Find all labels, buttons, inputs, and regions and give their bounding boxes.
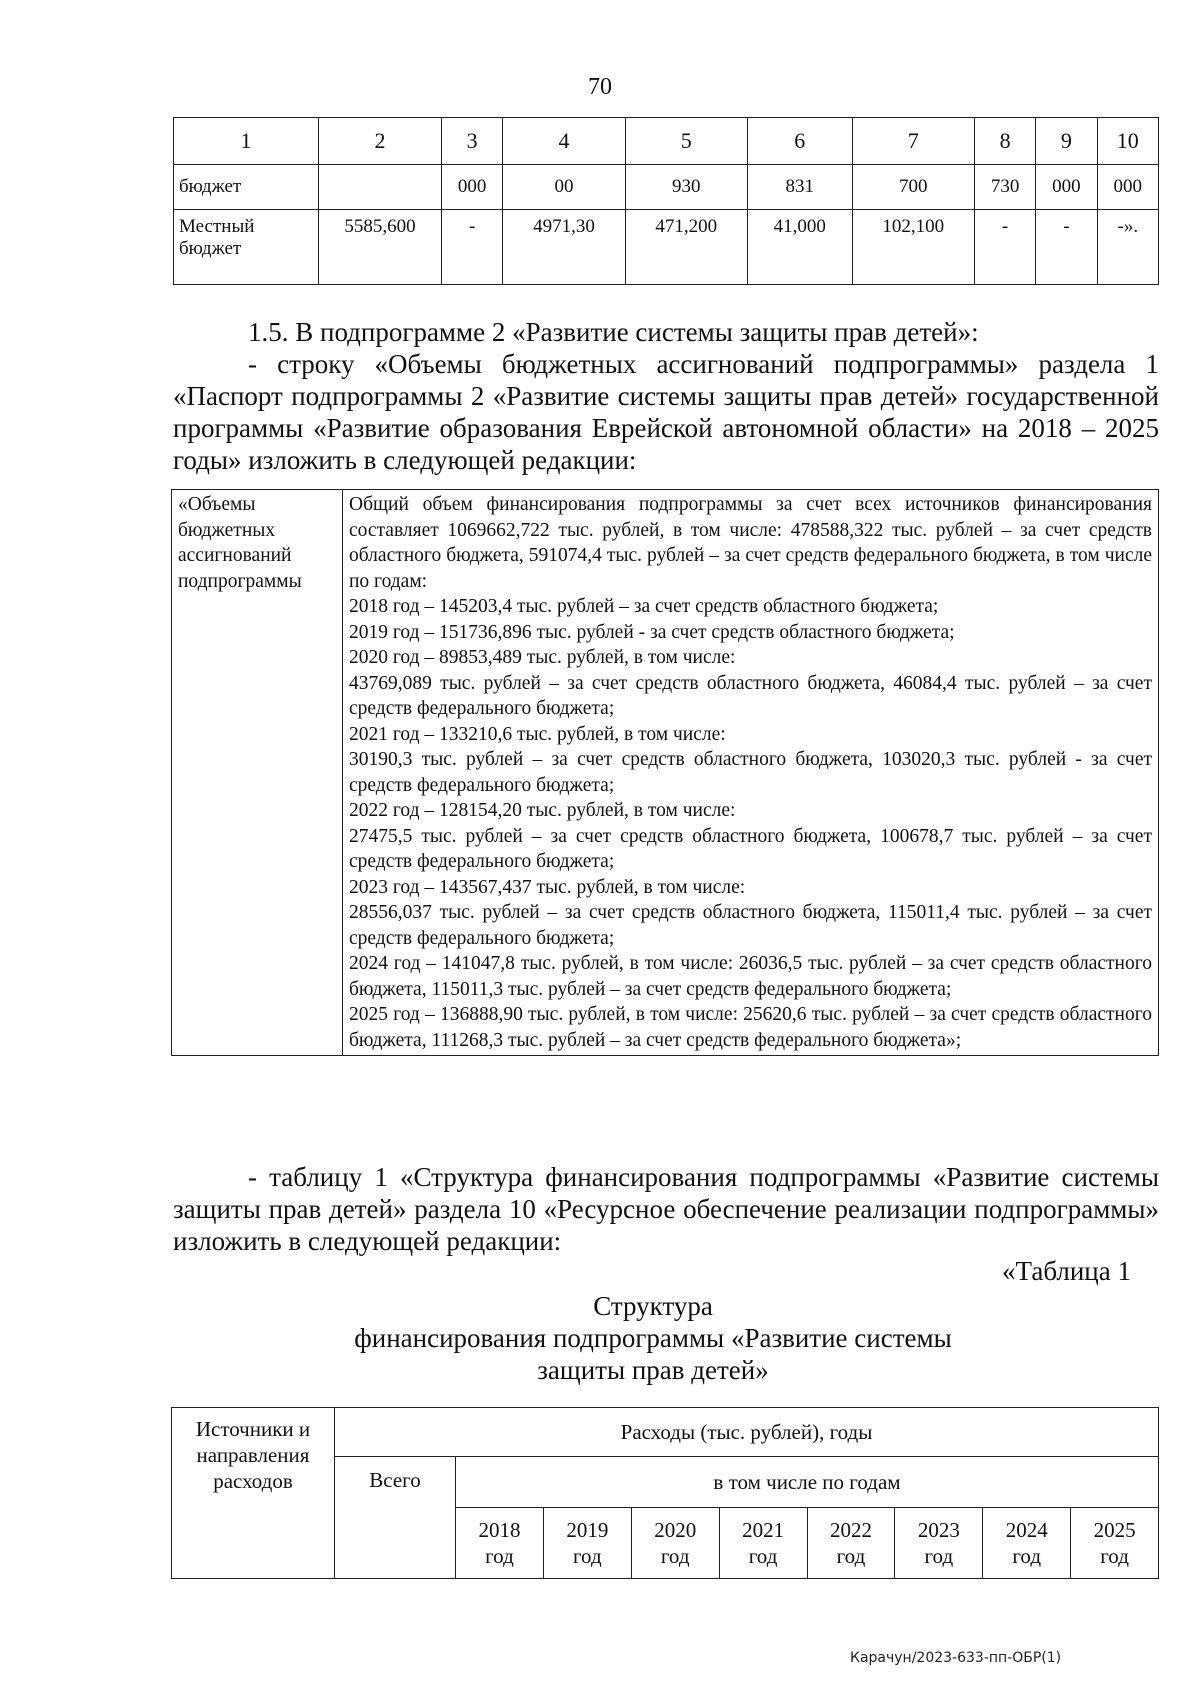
table-cell: 00 — [503, 165, 625, 210]
section-heading: 1.5. В подпрограмме 2 «Развитие системы защиты прав детей»: — [248, 317, 979, 347]
passport-line: 2020 год – 89853,489 тыс. рублей, в том числе: — [349, 647, 736, 668]
year-header — [895, 1508, 983, 1579]
year-value: 2018 — [478, 1518, 521, 1542]
table-row — [174, 210, 1159, 285]
year-value: 2024 — [1005, 1518, 1048, 1542]
sources-header: Источники и направления расходов — [172, 1408, 335, 1579]
table-cell: 4971,30 — [503, 210, 625, 285]
year-header — [543, 1508, 631, 1579]
table-cell: - — [1036, 210, 1097, 285]
table-cell: 102,100 — [852, 210, 974, 285]
table-cell: 000 — [1097, 165, 1158, 210]
header-cell: 10 — [1097, 118, 1158, 165]
expenses-header: Расходы (тыс. рублей), годы — [335, 1408, 1159, 1457]
passport-line: 2022 год – 128154,20 тыс. рублей, в том числе: — [349, 800, 736, 821]
table-row — [172, 490, 1159, 1056]
passport-line: 43769,089 тыс. рублей – за счет средств областного бюджета, 46084,4 тыс. рублей – за счет средств федерального бюджета; — [349, 672, 1152, 719]
passport-line: 2025 год – 136888,90 тыс. рублей, в том числе: 25620,6 тыс. рублей – за счет средств областного бюджета, 111268,3 тыс. рублей – за счет средств федерального бюджета»; — [349, 1004, 1152, 1051]
amendment-text — [173, 316, 1159, 476]
year-word: год — [485, 1544, 514, 1568]
passport-line: 28556,037 тыс. рублей – за счет средств областного бюджета, 115011,4 тыс. рублей – за счет средств федерального бюджета; — [349, 902, 1152, 949]
title-line: Структура — [593, 1291, 713, 1321]
year-header — [631, 1508, 719, 1579]
year-header — [983, 1508, 1071, 1579]
year-value: 2019 — [566, 1518, 609, 1542]
table-header-row — [172, 1408, 1159, 1457]
year-header — [1071, 1508, 1159, 1579]
passport-label-cell: «Объемы бюджетных ассигнований подпрограммы — [172, 490, 343, 1056]
year-word: год — [924, 1544, 954, 1568]
table-cell: - — [974, 210, 1035, 285]
table-cell: 41,000 — [747, 210, 852, 285]
header-cell: 5 — [625, 118, 747, 165]
table-cell: - — [442, 210, 503, 285]
table-cell: 831 — [747, 165, 852, 210]
passport-line: 2023 год – 143567,437 тыс. рублей, в том числе: — [349, 876, 746, 898]
passport-line: 2024 год – 141047,8 тыс. рублей, в том числе: 26036,5 тыс. рублей – за счет средств областного бюджета, 115011,3 тыс. рублей – за счет средств федерального бюджета; — [349, 953, 1152, 1000]
table-header-row — [174, 118, 1159, 165]
header-cell: 1 — [174, 118, 319, 165]
continued-budget-table — [173, 117, 1159, 285]
paragraph: - строку «Объемы бюджетных ассигнований подпрограммы» раздела 1 «Паспорт подпрограммы 2 «Развитие системы защиты прав детей» государственной программы «Развитие образования Еврейской автономной области» на 2018 – 2025 годы» изложить в следующей редакции: — [173, 349, 1159, 475]
passport-line: 27475,5 тыс. рублей – за счет средств областного бюджета, 100678,7 тыс. рублей – за счет средств федерального бюджета; — [349, 825, 1152, 872]
header-cell: 3 — [442, 118, 503, 165]
year-header — [719, 1508, 807, 1579]
total-header: Всего — [335, 1457, 456, 1579]
year-value: 2022 — [829, 1518, 872, 1542]
table-cell: 471,200 — [625, 210, 747, 285]
paragraph: - таблицу 1 «Структура финансирования подпрограммы «Развитие системы защиты прав детей» раздела 10 «Ресурсное обеспечение реализации подпрограммы» изложить в следующей редакции: — [173, 1162, 1159, 1256]
table-cell: 5585,600 — [319, 210, 442, 285]
financing-structure-table — [171, 1407, 1159, 1579]
header-cell: 6 — [747, 118, 852, 165]
table-cell: 730 — [974, 165, 1035, 210]
table-title — [173, 1290, 1133, 1386]
year-value: 2021 — [742, 1518, 785, 1542]
passport-table — [171, 489, 1159, 1056]
header-cell: 7 — [852, 118, 974, 165]
year-header — [807, 1508, 895, 1579]
year-header — [456, 1508, 544, 1579]
table-row — [174, 165, 1159, 210]
passport-line: 2019 год – 151736,896 тыс. рублей - за счет средств областного бюджета; — [349, 621, 955, 643]
table-cell: 000 — [1036, 165, 1097, 210]
by-years-header: в том числе по годам — [456, 1457, 1159, 1508]
header-cell: 8 — [974, 118, 1035, 165]
header-cell: 4 — [503, 118, 625, 165]
document-reference: Карачун/2023-633-пп-ОБР(1) — [850, 1650, 1062, 1666]
header-cell: 9 — [1036, 118, 1097, 165]
table-cell: 930 — [625, 165, 747, 210]
year-word: год — [836, 1544, 866, 1568]
header-cell: 2 — [319, 118, 442, 165]
table-cell: 700 — [852, 165, 974, 210]
title-line: финансирования подпрограммы «Развитие системы — [354, 1323, 952, 1353]
passport-line: 2021 год – 133210,6 тыс. рублей, в том числе: — [349, 723, 726, 745]
passport-line: 2018 год – 145203,4 тыс. рублей – за счет средств областного бюджета; — [349, 596, 939, 617]
table-cell: 000 — [442, 165, 503, 210]
year-word: год — [748, 1544, 778, 1568]
table-cell: бюджет — [174, 165, 319, 210]
table-cell: Местный бюджет — [174, 210, 319, 285]
year-value: 2020 — [654, 1518, 697, 1542]
passport-line: Общий объем финансирования подпрограммы за счет всех источников финансирования составляет 1069662,722 тыс. рублей, в том числе: 478588,322 тыс. рублей – за счет средств областного бюджета, 591074,4 тыс. рублей – за счет средств федерального бюджета, в том числе по годам: — [349, 494, 1152, 592]
table-cell — [319, 165, 442, 210]
passport-content-cell — [343, 490, 1159, 1056]
year-value: 2023 — [917, 1518, 960, 1542]
year-value: 2025 — [1093, 1518, 1136, 1542]
table-cell: -». — [1097, 210, 1158, 285]
year-word: год — [1100, 1544, 1129, 1568]
year-word: год — [660, 1544, 690, 1568]
table-instruction — [173, 1161, 1159, 1257]
page-number: 70 — [588, 74, 612, 100]
year-word: год — [572, 1544, 602, 1568]
year-word: год — [1012, 1544, 1042, 1568]
passport-line: 30190,3 тыс. рублей – за счет средств областного бюджета, 103020,3 тыс. рублей - за счет средств федерального бюджета; — [349, 749, 1152, 796]
table-label: «Таблица 1 — [1002, 1256, 1131, 1286]
title-line: защиты прав детей» — [537, 1355, 769, 1385]
